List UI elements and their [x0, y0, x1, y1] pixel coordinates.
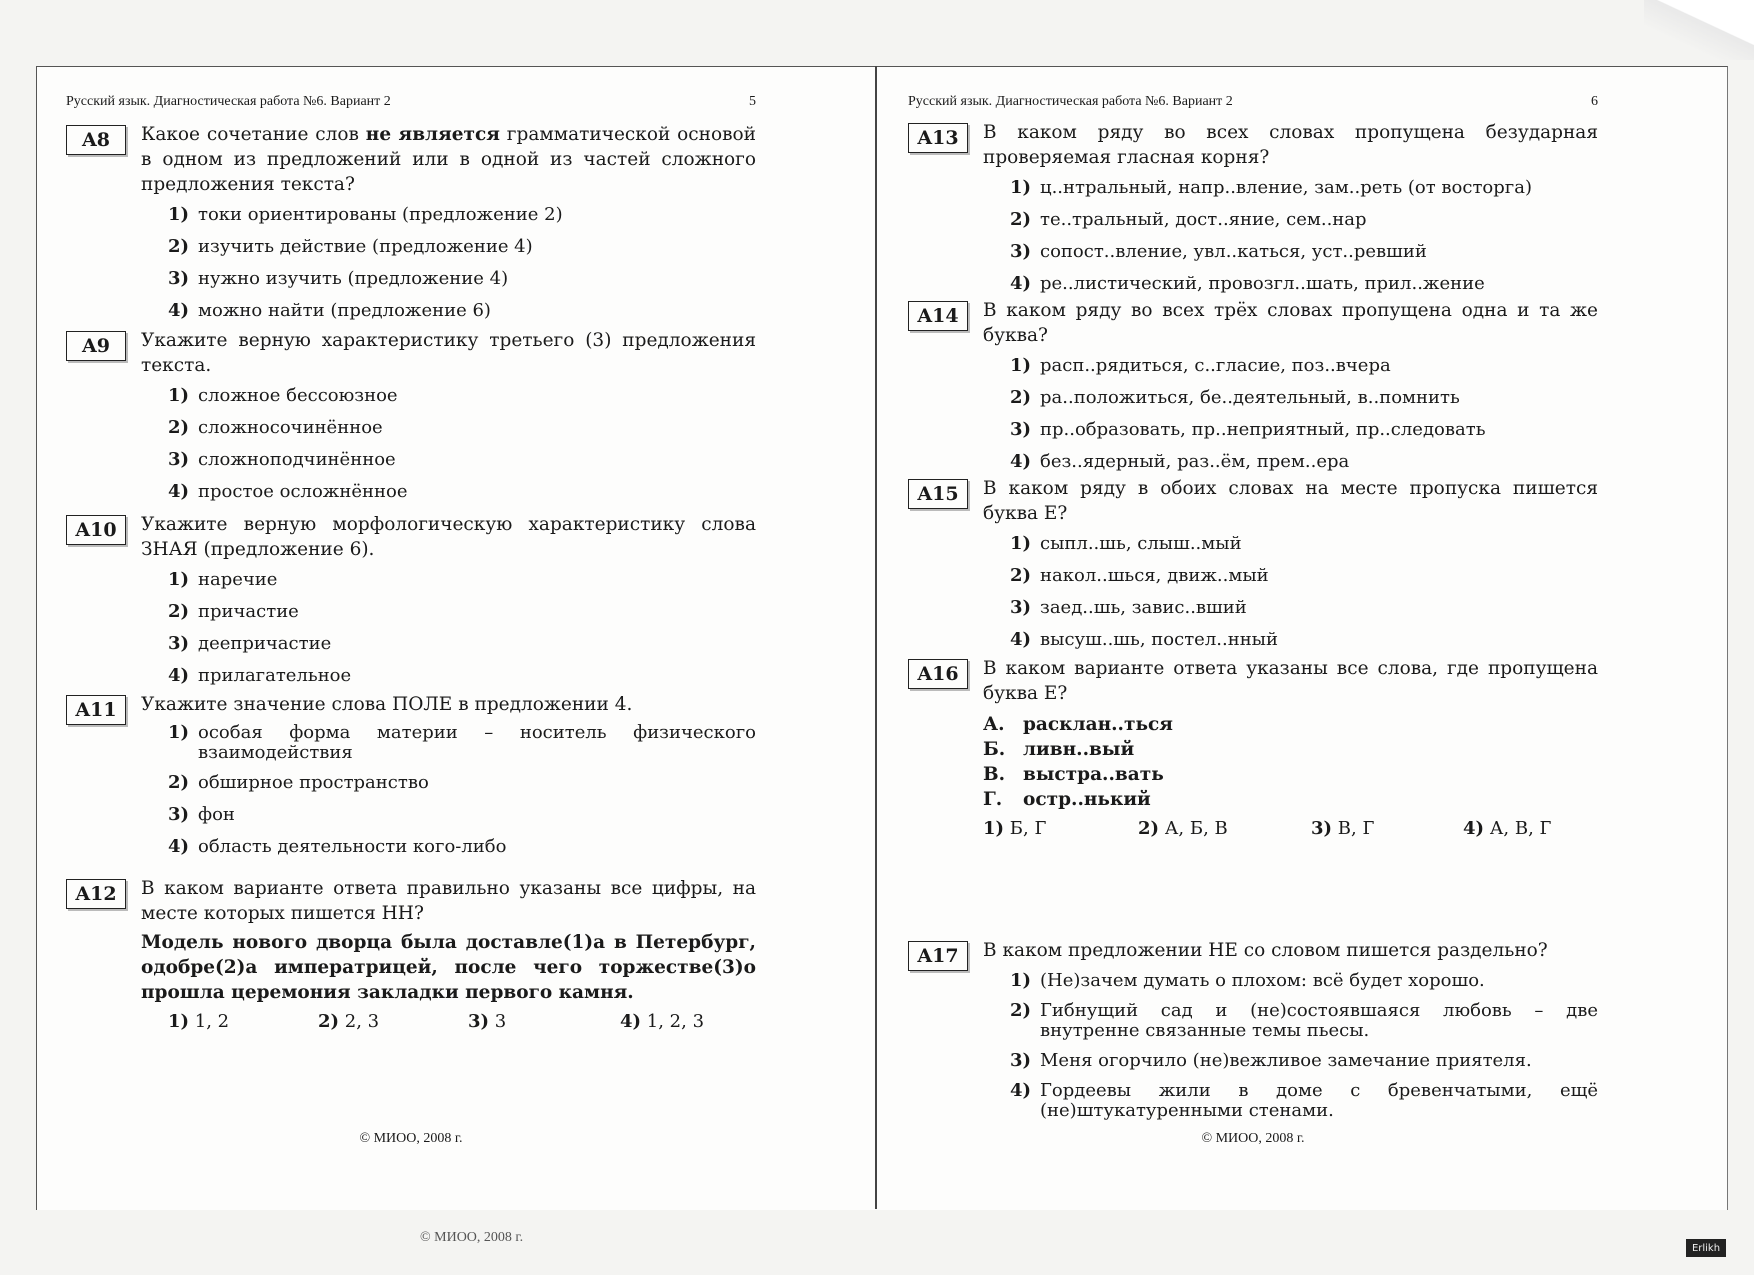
- task-a10: [66, 512, 756, 696]
- option: 4) ре..листический, провозгл..шать, прил..жение: [1010, 273, 1485, 294]
- task-options: [983, 818, 1598, 844]
- left-page-number: 5: [749, 94, 756, 109]
- task-options: [1010, 354, 1598, 474]
- task-tag: A11: [66, 695, 126, 725]
- task-question: Укажите верную характеристику третьего (3) предложения текста.: [141, 330, 756, 376]
- task-question: В каком ряду в обоих словах на месте пропуска пишется буква Е?: [983, 478, 1598, 524]
- page-fold-line: [875, 66, 877, 1209]
- task-question: Укажите верную морфологическую характеристику слова ЗНАЯ (предложение 6).: [141, 514, 756, 560]
- option: 2) А, Б, В: [1138, 818, 1228, 839]
- option: 2) ра..положиться, бе..деятельный, в..помнить: [1010, 387, 1460, 408]
- task-tag: A12: [66, 879, 126, 909]
- task-question: В каком варианте ответа указаны все слова, где пропущена буква Е?: [983, 658, 1598, 704]
- right-header-title: Русский язык. Диагностическая работа №6. Вариант 2: [908, 94, 1233, 109]
- task-a9: [66, 328, 756, 512]
- task-tag: A8: [66, 125, 126, 155]
- task-question: В каком варианте ответа правильно указаны все цифры, на месте которых пишется НН?: [141, 878, 756, 924]
- option: 3) сложноподчинённое: [168, 449, 396, 470]
- left-page: [66, 66, 756, 1209]
- task-question: В каком предложении НЕ со словом пишется раздельно?: [983, 940, 1548, 961]
- task-question: Какое сочетание слов не является грамматической основой в одном из предложений или в одной из частей сложного предложения текста?: [141, 124, 757, 195]
- option: 4) А, В, Г: [1463, 818, 1552, 839]
- option: 3) деепричастие: [168, 633, 332, 654]
- task-a8: [66, 122, 756, 331]
- task-tag: A10: [66, 515, 126, 545]
- option: 4) 1, 2, 3: [620, 1011, 705, 1032]
- ghost-footer: © МИОО, 2008 г.: [420, 1230, 524, 1245]
- task-options: [1010, 176, 1598, 296]
- task-options: [168, 1011, 756, 1037]
- option: 1) расп..рядиться, с..гласие, поз..вчера: [1010, 355, 1391, 376]
- option: 2) обширное пространство: [168, 772, 429, 793]
- left-header-title: Русский язык. Диагностическая работа №6. Вариант 2: [66, 94, 391, 109]
- task-tag: A13: [908, 123, 968, 153]
- task-a17: [908, 938, 1598, 1129]
- task-options: [168, 384, 756, 504]
- option: 3) Меня огорчило (не)вежливое замечание приятеля.: [1010, 1050, 1532, 1071]
- option: 1) 1, 2: [168, 1011, 230, 1032]
- option: 2) изучить действие (предложение 4): [168, 236, 533, 257]
- task-a13: [908, 120, 1598, 304]
- task-a11: [66, 692, 756, 867]
- paper-corner: [1644, 0, 1754, 60]
- option: 3) 3: [468, 1011, 507, 1032]
- option: 1) сложное бессоюзное: [168, 385, 398, 406]
- option: 2) сложносочинённое: [168, 417, 383, 438]
- option: 4) простое осложнённое: [168, 481, 408, 502]
- option: 4) Гордеевы жили в доме с бревенчатыми, ещё (не)штукатуренными стенами.: [1010, 1080, 1598, 1121]
- letter-item: В. выстра..вать: [983, 764, 1164, 785]
- right-footer: © МИОО, 2008 г.: [1201, 1131, 1305, 1146]
- task-options: [1010, 969, 1598, 1121]
- option: 1) Б, Г: [983, 818, 1047, 839]
- option: 2) 2, 3: [318, 1011, 380, 1032]
- task-a15: [908, 476, 1598, 660]
- option: 1) ц..нтральный, напр..вление, зам..реть (от восторга): [1010, 177, 1532, 198]
- task-options: [1010, 532, 1598, 652]
- watermark-badge: Erlikh: [1686, 1239, 1726, 1257]
- option: 3) фон: [168, 804, 235, 825]
- option: 3) заед..шь, завис..вший: [1010, 597, 1247, 618]
- task-options: [168, 568, 756, 688]
- option: 1) (Не)зачем думать о плохом: всё будет хорошо.: [1010, 970, 1485, 991]
- option: 1) токи ориентированы (предложение 2): [168, 204, 563, 225]
- option: 3) В, Г: [1311, 818, 1375, 839]
- letter-item: Б. ливн..вый: [983, 739, 1135, 760]
- option: 4) высуш..шь, постел..нный: [1010, 629, 1279, 650]
- option: 1) сыпл..шь, слыш..мый: [1010, 533, 1242, 554]
- option: 2) те..тральный, дост..яние, сем..нар: [1010, 209, 1367, 230]
- letter-item: А. расклан..ться: [983, 714, 1173, 735]
- option: 2) накол..шься, движ..мый: [1010, 565, 1269, 586]
- task-a16: [908, 656, 1598, 844]
- option: 3) пр..образовать, пр..неприятный, пр..следовать: [1010, 419, 1486, 440]
- option: 4) прилагательное: [168, 665, 352, 686]
- option: 4) область деятельности кого-либо: [168, 836, 507, 857]
- task-tag: A9: [66, 331, 126, 361]
- option: 4) без..ядерный, раз..ём, прем..ера: [1010, 451, 1350, 472]
- task-a14: [908, 298, 1598, 482]
- task-letter-list: [983, 712, 1598, 812]
- right-page-number: 6: [1591, 94, 1598, 109]
- task-options: [168, 723, 756, 859]
- left-footer: © МИОО, 2008 г.: [359, 1131, 463, 1146]
- option: 1) наречие: [168, 569, 278, 590]
- right-page: [908, 66, 1598, 1209]
- task-sentence: Модель нового дворца была доставле(1)а в Петербург, одобре(2)а императрицей, после чего торжестве(3)о прошла церемония закладки первого камня.: [141, 932, 756, 1003]
- letter-item: Г. остр..нький: [983, 789, 1151, 810]
- task-tag: A16: [908, 659, 968, 689]
- task-a12: [66, 876, 756, 1037]
- task-question: Укажите значение слова ПОЛЕ в предложении 4.: [141, 694, 633, 715]
- option: 2) причастие: [168, 601, 299, 622]
- task-tag: A17: [908, 941, 968, 971]
- option: 2) Гибнущий сад и (не)состоявшаяся любовь – две внутренне связанные темы пьесы.: [1010, 1000, 1598, 1041]
- task-tag: A15: [908, 479, 968, 509]
- task-question: В каком ряду во всех словах пропущена безударная проверяемая гласная корня?: [983, 122, 1598, 168]
- option: 3) нужно изучить (предложение 4): [168, 268, 509, 289]
- option: 3) сопост..вление, увл..каться, уст..ревший: [1010, 241, 1427, 262]
- task-tag: A14: [908, 301, 968, 331]
- option: 4) можно найти (предложение 6): [168, 300, 491, 321]
- task-options: [168, 203, 756, 323]
- task-question: В каком ряду во всех трёх словах пропущена одна и та же буква?: [983, 300, 1598, 346]
- option: 1) особая форма материи – носитель физического взаимодействия: [168, 722, 756, 763]
